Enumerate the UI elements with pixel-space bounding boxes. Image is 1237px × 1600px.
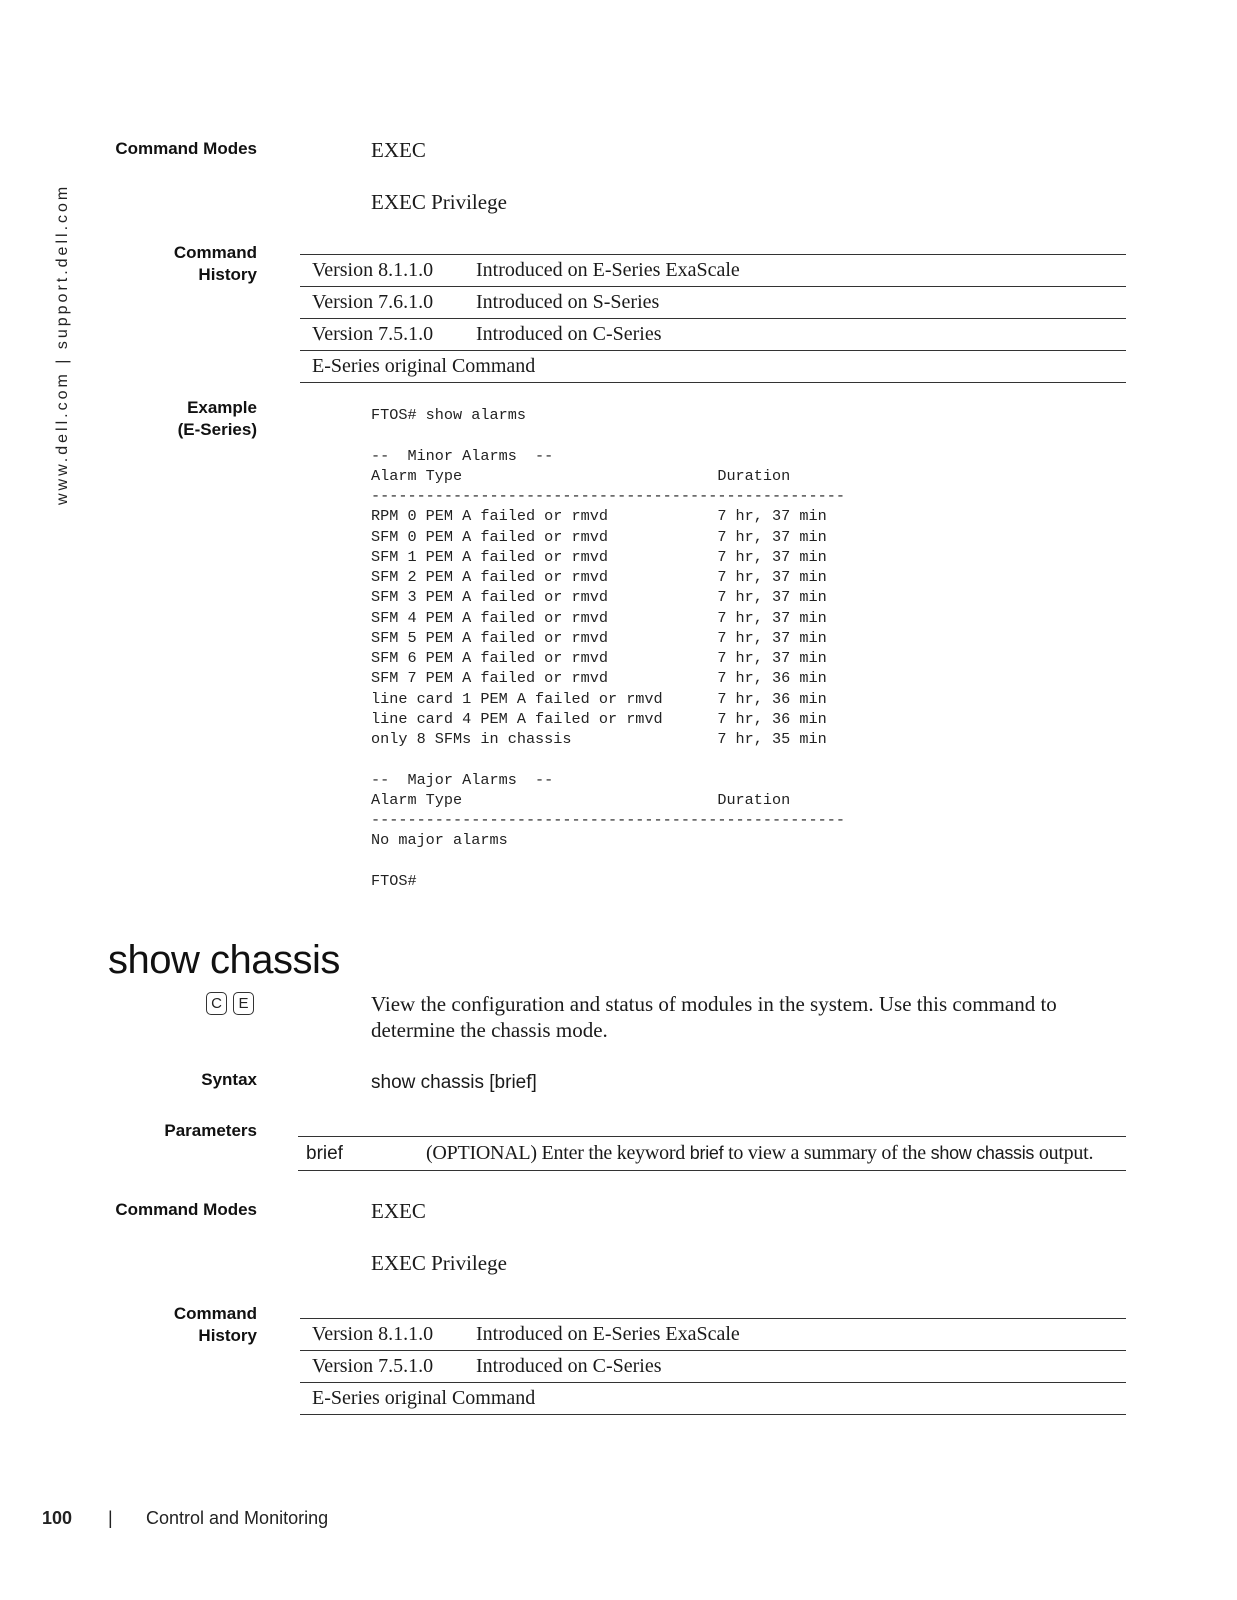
- command-history-label: [174, 242, 257, 286]
- history-original: E-Series original Command: [300, 1383, 1126, 1415]
- history-version: Version 8.1.1.0: [300, 255, 464, 287]
- table-row: [298, 1137, 1126, 1171]
- command-history-table: [300, 254, 1126, 383]
- history-version: Version 7.5.1.0: [300, 1351, 464, 1383]
- table-row: [300, 255, 1126, 287]
- platform-badge-c: C: [206, 992, 227, 1015]
- table-row: [300, 1319, 1126, 1351]
- command-history-label-line1: Command: [173, 243, 257, 262]
- history-version: Version 8.1.1.0: [300, 1319, 464, 1351]
- sidebar-url: [32, 150, 72, 510]
- example-label-line2: (E-Series): [177, 420, 257, 439]
- table-row: [300, 287, 1126, 319]
- mode-exec-2: EXEC: [371, 1199, 426, 1223]
- syntax-label: Syntax: [201, 1070, 257, 1089]
- param-keyword-brief: brief: [689, 1143, 724, 1163]
- command-history-label-2-line1: Command: [173, 1304, 257, 1323]
- footer-chapter: Control and Monitoring: [146, 1508, 329, 1528]
- param-name: brief: [298, 1137, 425, 1171]
- param-desc-mid: to view a summary of the: [723, 1142, 931, 1164]
- example-code-block: FTOS# show alarms -- Minor Alarms -- Alarm Type Duration ---------------------------------------------------- RPM 0 PEM A failed or rmvd 7 hr, 37 min SFM 0 PEM A failed or rmvd 7 hr, 37 min SFM 1 PEM A failed or rmvd 7 hr, 37 min SFM 2 PEM A failed or rmvd 7 hr, 37 min SFM 3 PEM A failed or rmvd 7 hr, 37 min SFM 4 PEM A failed or rmvd 7 hr, 37 min SFM 5 PEM A failed or rmvd 7 hr, 37 min SFM 6 PEM A failed or rmvd 7 hr, 37 min SFM 7 PEM A failed or rmvd 7 hr, 36 min line card 1 PEM A failed or rmvd 7 hr, 36 min line card 4 PEM A failed or rmvd 7 hr, 36 min only 8 SFMs in chassis 7 hr, 35 min -- Major Alarms -- Alarm Type Duration ---------------------------------------------------- No major alarms FTOS#: [371, 406, 845, 890]
- history-description: Introduced on E-Series ExaScale: [464, 1319, 1126, 1351]
- mode-exec: EXEC: [371, 138, 426, 162]
- history-description: Introduced on C-Series: [464, 319, 1126, 351]
- command-history-label-2-line2: History: [198, 1326, 257, 1345]
- table-row: [300, 1383, 1126, 1415]
- param-description: [425, 1137, 1126, 1171]
- page-number: 100: [42, 1508, 73, 1528]
- command-modes-label: Command Modes: [115, 139, 257, 158]
- param-desc-pre: (OPTIONAL) Enter the keyword: [426, 1142, 690, 1164]
- sidebar-url-text: www.dell.com | support.dell.com: [54, 183, 71, 505]
- command-history-label-2: [174, 1303, 257, 1347]
- parameters-table: [298, 1136, 1126, 1171]
- history-description: Introduced on S-Series: [464, 287, 1126, 319]
- table-row: [300, 319, 1126, 351]
- table-row: [300, 351, 1126, 383]
- mode-exec-privilege: EXEC Privilege: [371, 190, 507, 214]
- param-keyword-show-chassis: show chassis: [930, 1143, 1035, 1163]
- example-label-line1: Example: [187, 398, 257, 417]
- table-row: [300, 1351, 1126, 1383]
- history-original: E-Series original Command: [300, 351, 1126, 383]
- history-description: Introduced on E-Series ExaScale: [464, 255, 1126, 287]
- platform-badge-e: E: [233, 992, 254, 1015]
- history-version: Version 7.5.1.0: [300, 319, 464, 351]
- parameters-label: Parameters: [164, 1121, 257, 1140]
- mode-exec-privilege-2: EXEC Privilege: [371, 1251, 507, 1275]
- history-version: Version 7.6.1.0: [300, 287, 464, 319]
- command-modes-label-2: Command Modes: [115, 1200, 257, 1219]
- param-desc-post: output.: [1034, 1142, 1094, 1164]
- command-history-table-2: [300, 1318, 1126, 1415]
- syntax-text: show chassis [brief]: [371, 1072, 537, 1093]
- command-title: show chassis: [108, 938, 340, 982]
- command-history-label-line2: History: [198, 265, 257, 284]
- command-description: View the configuration and status of modules in the system. Use this command to determine the chassis mode.: [371, 992, 1057, 1042]
- footer-separator: |: [108, 1508, 113, 1528]
- example-label: [178, 397, 257, 441]
- history-description: Introduced on C-Series: [464, 1351, 1126, 1383]
- platform-badges: [206, 992, 254, 1015]
